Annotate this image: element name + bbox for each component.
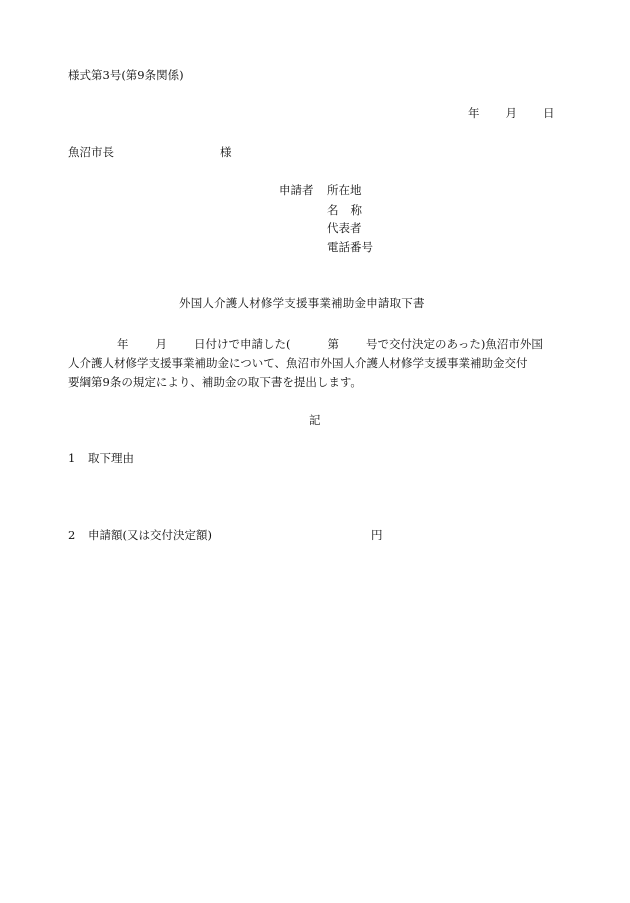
body-month: 月 — [155, 337, 167, 351]
item-number: 1 — [68, 451, 76, 465]
date-line — [468, 108, 555, 120]
body-dai: 第 — [327, 337, 339, 351]
body-line1-rest: 号で交付決定のあった)魚沼市外国 — [366, 337, 543, 351]
document-title: 外国人介護人材修学支援事業補助金申請取下書 — [179, 296, 425, 310]
body-day-text: 日付けで申請した( — [194, 337, 291, 351]
applicant-representative-label: 代表者 — [327, 221, 362, 235]
amount-unit-yen: 円 — [371, 528, 383, 542]
item-withdrawal-reason — [68, 453, 134, 465]
applicant-name-char-2: 称 — [350, 203, 362, 217]
item-label: 申請額(又は交付決定額) — [88, 528, 212, 542]
date-month-label: 月 — [505, 106, 517, 120]
body-line-2: 人介護人材修学支援事業補助金について、魚沼市外国人介護人材修学支援事業補助金交付 — [68, 356, 528, 370]
applicant-name-label — [327, 205, 362, 217]
body-line-3: 要綱第9条の規定により、補助金の取下書を提出します。 — [68, 375, 362, 389]
body-paragraph — [68, 335, 562, 392]
ki-heading: 記 — [309, 413, 321, 427]
date-year-label: 年 — [468, 106, 480, 120]
body-year: 年 — [117, 337, 129, 351]
applicant-name-char-1: 名 — [327, 203, 339, 217]
item-application-amount — [68, 530, 212, 542]
applicant-address-label: 所在地 — [327, 183, 362, 197]
item-label: 取下理由 — [88, 451, 134, 465]
date-day-label: 日 — [543, 106, 555, 120]
applicant-phone-label: 電話番号 — [327, 240, 373, 254]
recipient-honorific: 様 — [220, 145, 232, 159]
body-line-1 — [68, 335, 562, 354]
applicant-label: 申請者 — [279, 183, 314, 197]
recipient-name: 魚沼市長 — [68, 145, 114, 159]
item-number: 2 — [68, 528, 76, 542]
form-number: 様式第3号(第9条関係) — [68, 68, 184, 82]
recipient — [68, 147, 232, 159]
